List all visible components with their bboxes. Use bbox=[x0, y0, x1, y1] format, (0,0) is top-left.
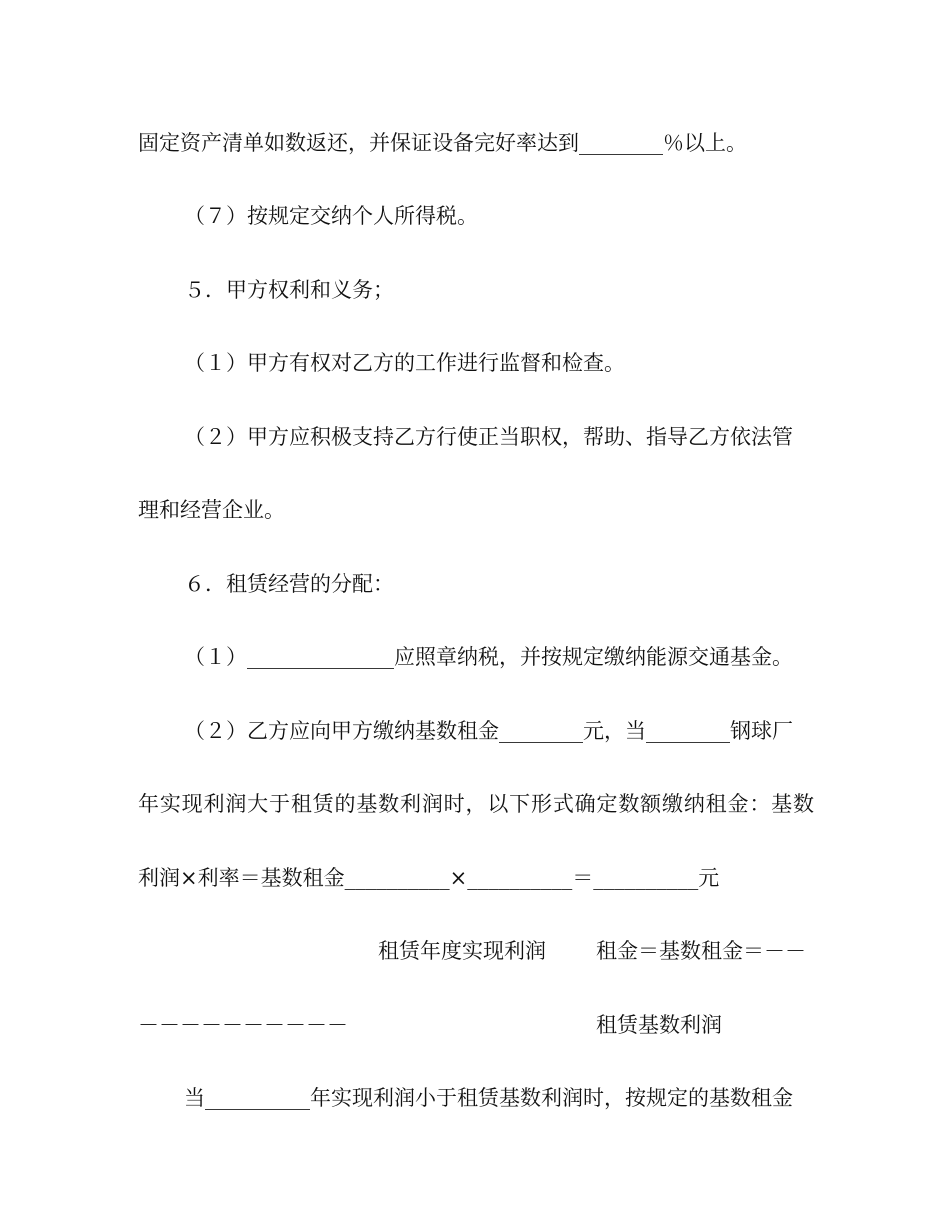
paragraph-line-1: 固定资产清单如数返还，并保证设备完好率达到________％以上。 bbox=[138, 131, 747, 155]
clause-6-2-line-1: （２）乙方应向甲方缴纳基数租金________元，当________钢球厂 bbox=[184, 719, 793, 743]
clause-6-1: （１）______________应照章纳税，并按规定缴纳能源交通基金。 bbox=[184, 645, 793, 669]
clause-5-2-line-1: （２）甲方应积极支持乙方行使正当职权，帮助、指导乙方依法管 bbox=[184, 425, 793, 449]
section-5-heading: ５．甲方权利和义务； bbox=[184, 278, 394, 302]
clause-5-2-line-2: 理和经营企业。 bbox=[138, 498, 285, 522]
formula-denominator: 租赁基数利润 bbox=[596, 1013, 722, 1037]
clause-6-2-line-3: 当__________年实现利润小于租赁基数利润时，按规定的基数租金 bbox=[184, 1086, 793, 1110]
section-6-heading: ６．租赁经营的分配： bbox=[184, 572, 394, 596]
clause-6-2-line-2: 年实现利润大于租赁的基数利润时，以下形式确定数额缴纳租金：基数 bbox=[138, 792, 814, 816]
formula-line-1: 利润×利率＝基数租金__________×__________＝__________元 bbox=[138, 866, 720, 890]
clause-5-1: （１）甲方有权对乙方的工作进行监督和检查。 bbox=[184, 351, 625, 375]
formula-fraction-bar: －－－－－－－－－－ bbox=[138, 1013, 348, 1037]
formula-rent-equation: 租金＝基数租金＝－－ bbox=[596, 939, 806, 963]
clause-4-7: （７）按规定交纳个人所得税。 bbox=[184, 204, 478, 228]
formula-numerator: 租赁年度实现利润 bbox=[378, 939, 546, 963]
